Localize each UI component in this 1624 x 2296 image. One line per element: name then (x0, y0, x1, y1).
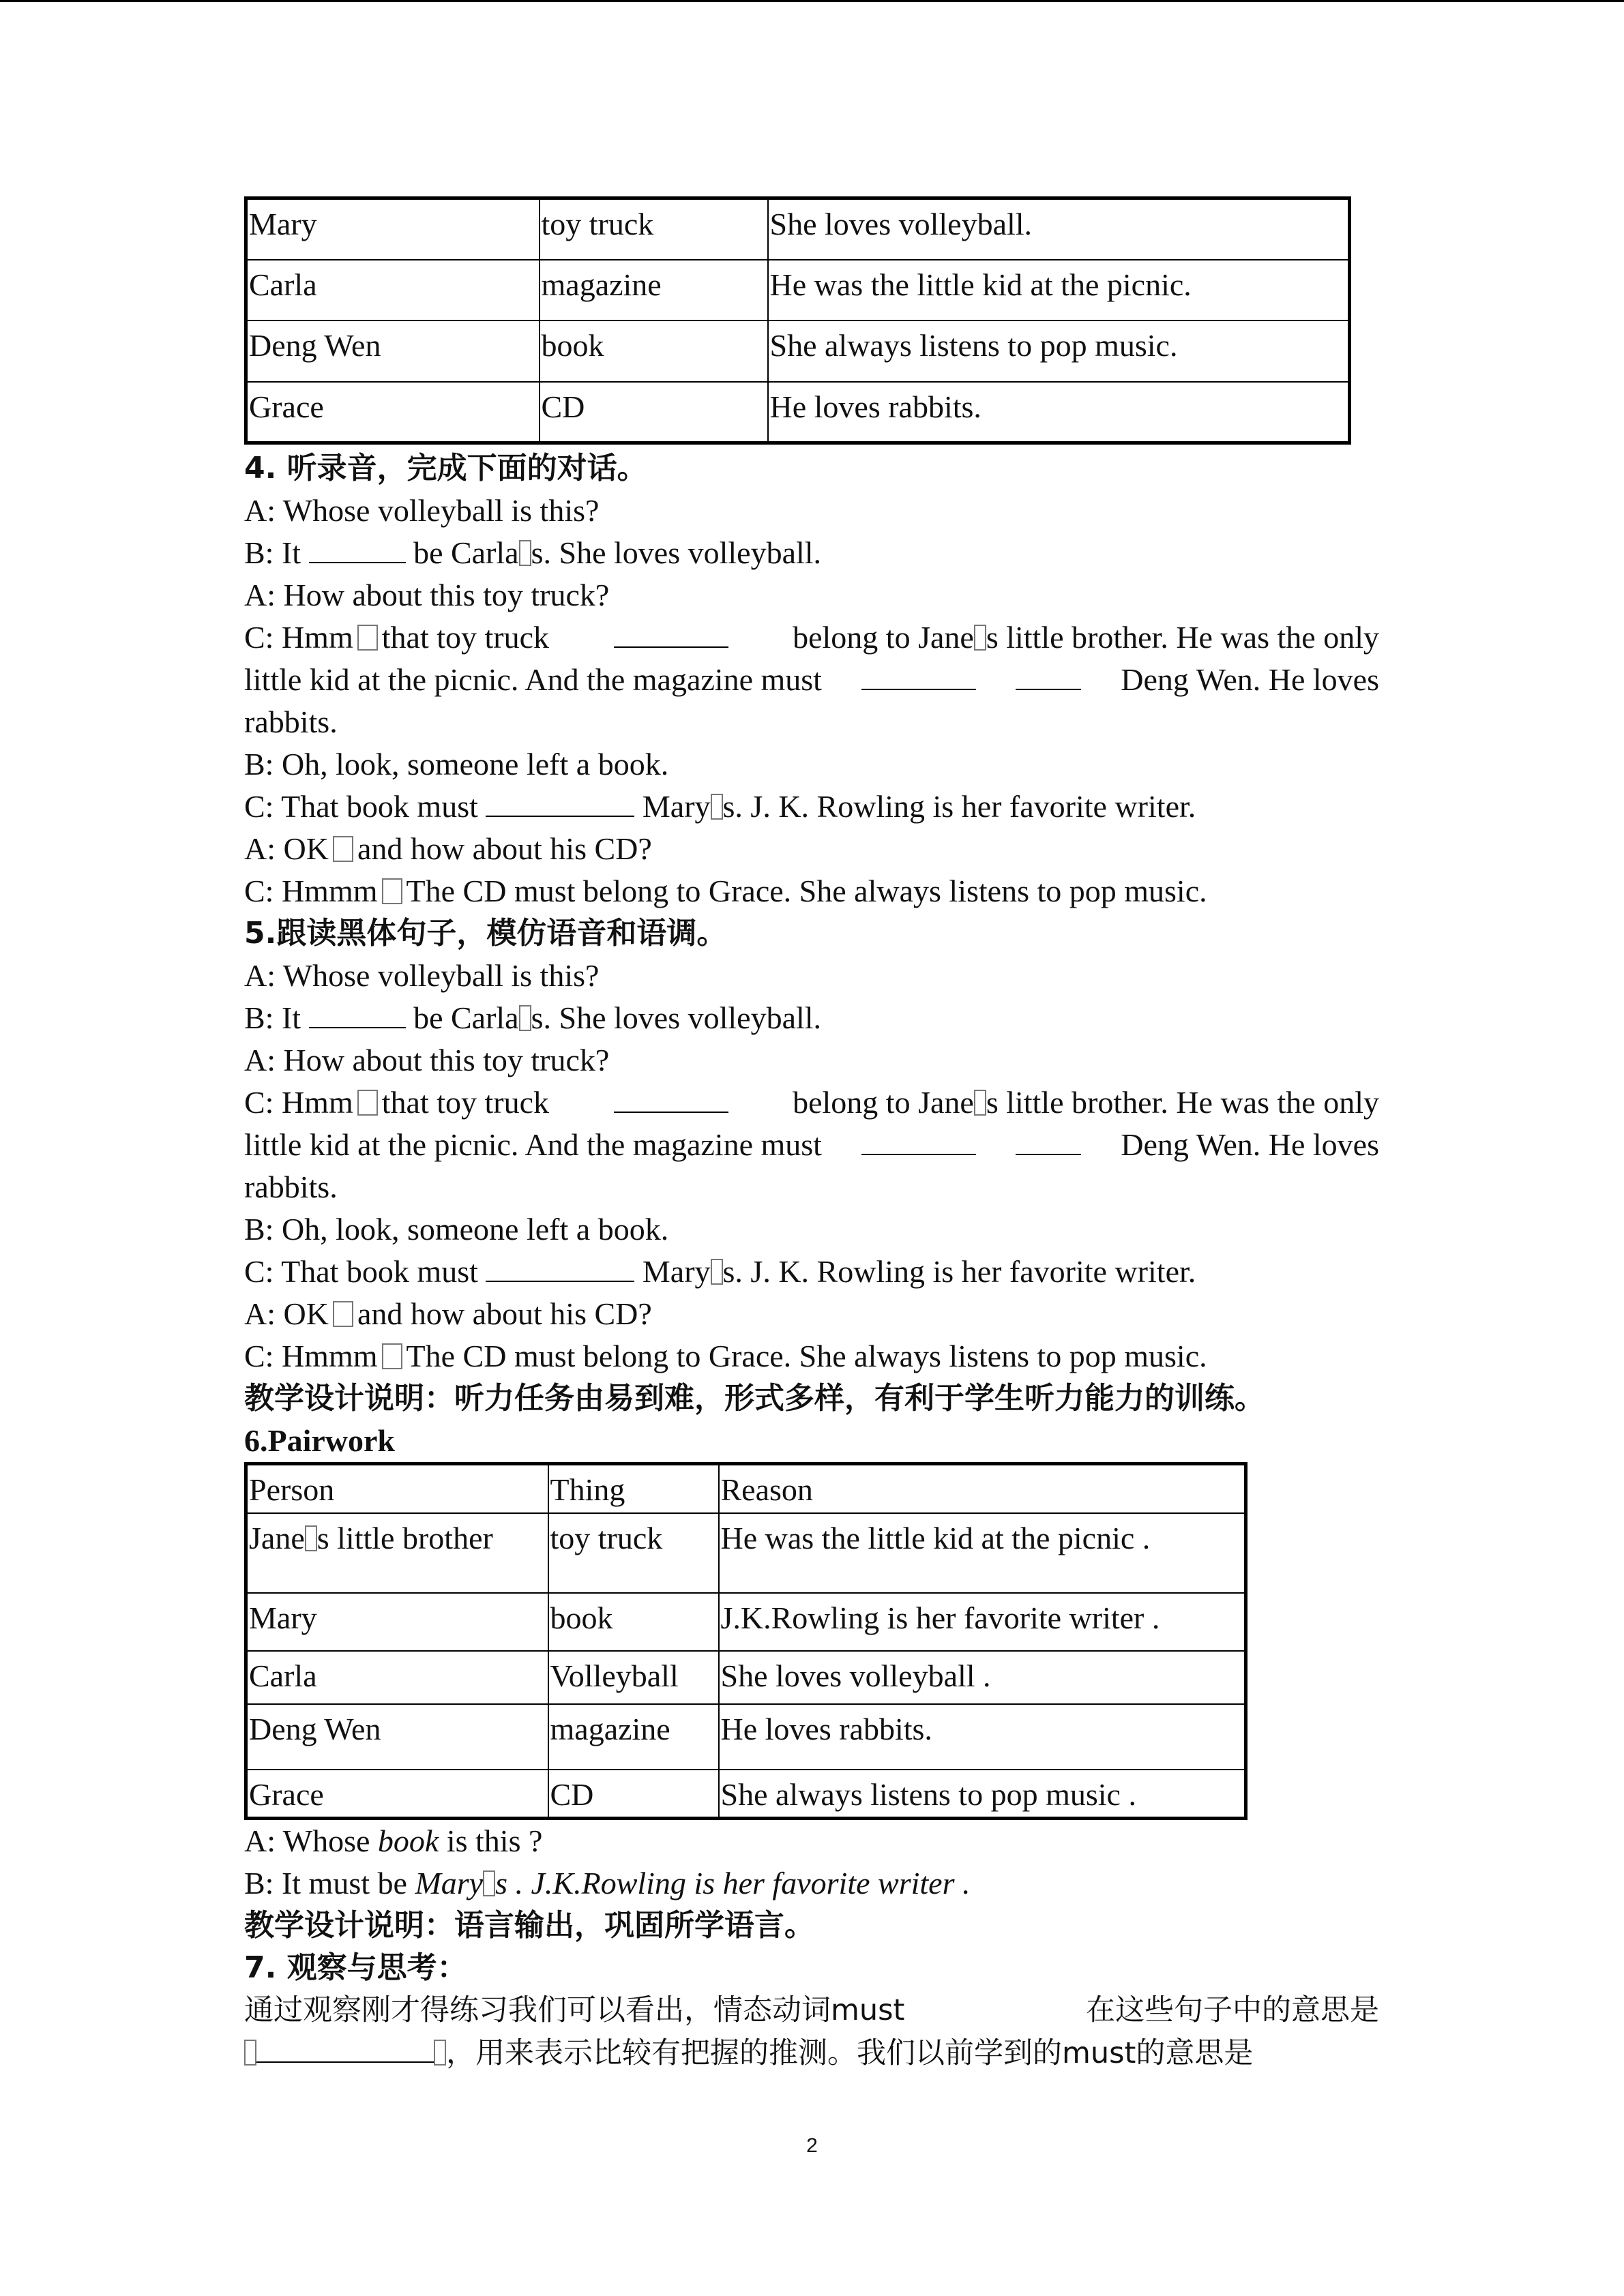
fill-blank[interactable] (614, 616, 728, 648)
dialog-line (244, 1208, 1379, 1251)
dialog-text: be Carla (413, 1000, 519, 1035)
missing-glyph-box (244, 2040, 256, 2066)
example-emphasis: book (377, 1823, 439, 1858)
dialog-text: B: Oh, look, someone left a book. (244, 1212, 669, 1247)
dialog-text: A: OK (244, 831, 329, 866)
dialog-text: A: OK (244, 1296, 329, 1331)
fill-blank[interactable] (486, 786, 634, 817)
example-text: B: It must be (244, 1866, 415, 1900)
observation-line (244, 1989, 1379, 2031)
dialog-line (244, 1039, 1379, 1082)
dialog-line (244, 997, 1379, 1039)
dialog-line (244, 1124, 1379, 1166)
table-cell: magazine (548, 1704, 719, 1770)
people-things-table (244, 196, 1351, 445)
fill-blank[interactable] (309, 997, 406, 1028)
fill-blank[interactable] (486, 1251, 634, 1282)
missing-glyph-box (357, 1090, 378, 1116)
dialog-text: s. J. K. Rowling is her favorite writer. (722, 789, 1196, 824)
dialog-line (244, 659, 1379, 701)
table-cell: She always listens to pop music. (768, 320, 1350, 382)
pairwork-table (244, 1462, 1247, 1820)
dialog-text: Deng Wen. He loves (1121, 1127, 1379, 1162)
dialog-line (244, 1251, 1379, 1293)
dialog-text: Mary (642, 789, 711, 824)
table-row (246, 1770, 1246, 1819)
dialog-text: rabbits. (244, 1169, 338, 1204)
dialog-text: that toy truck (381, 620, 550, 655)
fill-blank[interactable] (256, 2031, 434, 2063)
missing-glyph-box (434, 2040, 446, 2066)
table-cell: Grace (246, 1770, 548, 1819)
dialog-text: s. She loves volleyball. (531, 1000, 822, 1035)
section-6-heading: 6.Pairwork (244, 1423, 396, 1458)
table-cell (246, 1513, 548, 1593)
dialog-text: be Carla (413, 535, 519, 570)
dialog-line (244, 1335, 1379, 1377)
page-number: 2 (806, 2134, 818, 2157)
page-top-border (0, 0, 1624, 2)
example-question (244, 1820, 1379, 1862)
dialog-text: C: That book must (244, 789, 478, 824)
table-cell: She always listens to pop music . (719, 1770, 1246, 1819)
table-header-cell: Thing (548, 1464, 719, 1513)
dialog-text: C: Hmmm (244, 874, 378, 908)
dialog-line (244, 701, 1379, 743)
section-4 (244, 447, 1379, 912)
dialog-text: A: How about this toy truck? (244, 1043, 610, 1077)
design-note: 教学设计说明：听力任务由易到难，形式多样，有利于学生听力能力的训练。 (244, 1381, 1265, 1416)
dialog-line (244, 828, 1379, 870)
example-text: is this ? (439, 1823, 543, 1858)
dialog-line (244, 743, 1379, 786)
dialog-text: belong to Jane (793, 620, 974, 655)
table-cell: He was the little kid at the picnic . (719, 1513, 1246, 1593)
fill-blank[interactable] (861, 1124, 976, 1155)
table-cell: Grace (246, 382, 540, 443)
table-cell: Volleyball (548, 1651, 719, 1704)
dialog-text: C: Hmmm (244, 1339, 378, 1373)
dialog-line (244, 1082, 1379, 1124)
dialog-line (244, 786, 1379, 828)
dialog-text: rabbits. (244, 704, 338, 739)
dialog-text: C: That book must (244, 1254, 478, 1289)
dialog-text: and how about his CD? (357, 831, 652, 866)
dialog-line (244, 616, 1379, 659)
table-cell: Mary (246, 1593, 548, 1651)
dialog-line (244, 574, 1379, 616)
fill-blank[interactable] (861, 659, 976, 690)
fill-blank[interactable] (614, 1082, 728, 1113)
dialog-text: s little brother. He was the only (986, 1085, 1379, 1120)
table-row (246, 260, 1350, 320)
dialog-text: s. J. K. Rowling is her favorite writer. (722, 1254, 1196, 1289)
missing-glyph-box (483, 1870, 495, 1896)
observation-text: 在这些句子中的意思是 (1086, 1993, 1379, 2027)
missing-glyph-box (974, 625, 986, 651)
dialog-line (244, 1293, 1379, 1335)
table-row (246, 382, 1350, 443)
table-cell: Deng Wen (246, 1704, 548, 1770)
dialog-text: B: It (244, 1000, 301, 1035)
section-4-heading: 4. 听录音，完成下面的对话。 (244, 451, 647, 486)
observation-text: 通过观察刚才得练习我们可以看出，情态动词must (244, 1993, 905, 2027)
dialog-line (244, 532, 1379, 574)
fill-blank[interactable] (1016, 659, 1081, 690)
table-header-row (246, 1464, 1246, 1513)
table-cell: She loves volleyball . (719, 1651, 1246, 1704)
table-header-cell: Person (246, 1464, 548, 1513)
fill-blank[interactable] (1016, 1124, 1081, 1155)
table-row (246, 1651, 1246, 1704)
table-cell: CD (540, 382, 768, 443)
missing-glyph-box (382, 878, 402, 904)
table-cell: CD (548, 1770, 719, 1819)
section-7-heading: 7. 观察与思考： (244, 1950, 467, 1985)
missing-glyph-box (519, 1005, 531, 1031)
example-emphasis: Mary (415, 1866, 484, 1900)
design-note: 教学设计说明：语言输出，巩固所学语言。 (244, 1908, 814, 1943)
dialog-text: B: Oh, look, someone left a book. (244, 747, 669, 781)
dialog-line (244, 490, 1379, 532)
table-row (246, 1513, 1246, 1593)
missing-glyph-box (974, 1090, 986, 1116)
table-cell: Deng Wen (246, 320, 540, 382)
dialog-line (244, 870, 1379, 912)
section-5 (244, 912, 1379, 1377)
table-cell: magazine (540, 260, 768, 320)
missing-glyph-box (382, 1343, 402, 1369)
missing-glyph-box (711, 794, 723, 820)
table-cell: Carla (246, 1651, 548, 1704)
example-text: A: Whose (244, 1823, 378, 1858)
table-cell: She loves volleyball. (768, 198, 1350, 260)
section-5-heading: 5.跟读黑体句子，模仿语音和语调。 (244, 916, 727, 951)
dialog-text: belong to Jane (793, 1085, 974, 1120)
dialog-text: C: Hmm (244, 1085, 353, 1120)
document-content (244, 196, 1379, 2074)
missing-glyph-box (333, 836, 353, 862)
table-row (246, 320, 1350, 382)
dialog-text: s little brother. He was the only (986, 620, 1379, 655)
table-cell: toy truck (540, 198, 768, 260)
dialog-text: The CD must belong to Grace. She always listens to pop music. (406, 1339, 1207, 1373)
table-row (246, 1593, 1246, 1651)
fill-blank[interactable] (309, 532, 406, 563)
dialog-text: B: It (244, 535, 301, 570)
table-cell: book (548, 1593, 719, 1651)
dialog-text: little kid at the picnic. And the magazine must (244, 1127, 822, 1162)
missing-glyph-box (305, 1525, 317, 1551)
dialog-text: Deng Wen. He loves (1121, 662, 1379, 697)
table-cell: book (540, 320, 768, 382)
missing-glyph-box (519, 540, 531, 566)
table-cell: He loves rabbits. (719, 1704, 1246, 1770)
dialog-text: and how about his CD? (357, 1296, 652, 1331)
table-cell: toy truck (548, 1513, 719, 1593)
dialog-text: that toy truck (381, 1085, 550, 1120)
missing-glyph-box (357, 625, 378, 651)
observation-line (244, 2031, 1379, 2074)
observation-text: ，用来表示比较有把握的推测。我们以前学到的must的意思是 (446, 2036, 1254, 2070)
missing-glyph-box (333, 1301, 353, 1327)
cell-text: Jane (249, 1520, 305, 1555)
table-cell: Mary (246, 198, 540, 260)
dialog-text: C: Hmm (244, 620, 353, 655)
example-answer (244, 1862, 1379, 1905)
table-cell: He was the little kid at the picnic. (768, 260, 1350, 320)
dialog-text: little kid at the picnic. And the magazine must (244, 662, 822, 697)
table-row (246, 1704, 1246, 1770)
missing-glyph-box (711, 1259, 723, 1285)
table-cell: Carla (246, 260, 540, 320)
table-row (246, 198, 1350, 260)
table-header-cell: Reason (719, 1464, 1246, 1513)
dialog-text: Mary (642, 1254, 711, 1289)
dialog-text: A: Whose volleyball is this? (244, 493, 600, 528)
dialog-line (244, 1166, 1379, 1208)
table-cell: He loves rabbits. (768, 382, 1350, 443)
example-emphasis: s . J.K.Rowling is her favorite writer . (495, 1866, 971, 1900)
dialog-text: A: Whose volleyball is this? (244, 958, 600, 993)
dialog-text: The CD must belong to Grace. She always listens to pop music. (406, 874, 1207, 908)
dialog-line (244, 955, 1379, 997)
table-cell: J.K.Rowling is her favorite writer . (719, 1593, 1246, 1651)
cell-text: s little brother (316, 1520, 493, 1555)
dialog-text: s. She loves volleyball. (531, 535, 822, 570)
dialog-text: A: How about this toy truck? (244, 578, 610, 612)
